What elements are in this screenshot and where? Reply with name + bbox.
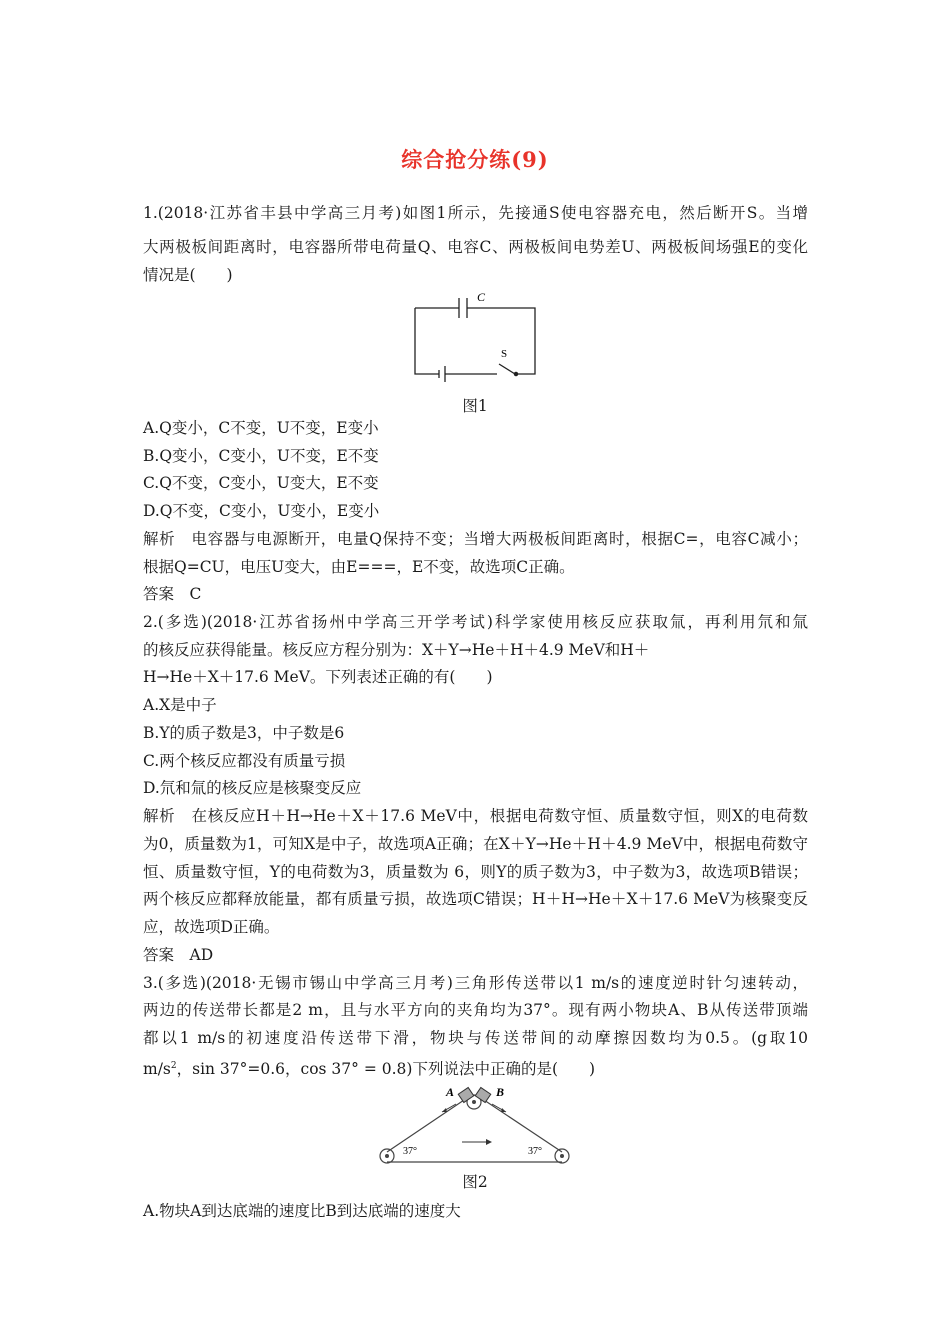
angle-left-label: 37° [403, 1146, 417, 1157]
q2-option-c: C.两个核反应都没有质量亏损 [143, 752, 346, 770]
q1-stem-line3: 情况是( ) [143, 266, 233, 284]
belt-left-side [387, 1096, 470, 1152]
q1-stem-line1: 1.(2018·江苏省丰县中学高三月考)如图1所示，先接通S使电容器充电，然后断开S。当增 [143, 204, 808, 222]
q2-stem-line1: 2.(多选)(2018·江苏省扬州中学高三开学考试)科学家使用核反应获取氚，再利用氘和氚 [143, 613, 808, 631]
q3-stem-line3: 都以1 m/s的初速度沿传送带下滑，物块与传送带间的动摩擦因数均为0.5。(g取10 [143, 1029, 808, 1047]
block-b [475, 1087, 491, 1102]
circuit-wire-top-right [467, 308, 535, 374]
q3-unit: m/s [143, 1060, 171, 1079]
q2-analysis-line3: 恒、质量数守恒，Y的电荷数为3，质量数为 6，则Y的质子数为3，中子数为3，故选项B错误； [143, 863, 808, 881]
switch-blade [499, 364, 515, 374]
belt-right-side [478, 1096, 562, 1152]
q1-stem-line2: 大两极板间距离时，电容器所带电荷量Q、电容C、两极板间电势差U、两极板间场强E的变化 [143, 238, 808, 256]
label-a: A [446, 1085, 455, 1099]
q2-analysis-line2: 为0，质量数为1，可知X是中子，故选项A正确；在X＋Y→He＋H＋4.9 MeV中，根据电荷数守 [143, 835, 808, 853]
q3-option-a: A.物块A到达底端的速度比B到达底端的速度大 [143, 1202, 461, 1220]
block-a [458, 1087, 474, 1102]
label-b: B [496, 1085, 505, 1099]
q1-analysis-line1: 解析 电容器与电源断开，电量Q保持不变；当增大两极板间距离时，根据C=，电容C减小； [143, 530, 808, 548]
q2-analysis-line1: 解析 在核反应H＋H→He＋X＋17.6 MeV中，根据电荷数守恒、质量数守恒，则X的电荷数 [143, 807, 808, 825]
pulley-top-axle [472, 1100, 476, 1104]
switch-label: S [501, 348, 508, 360]
q1-option-c: C.Q不变，C变小，U变大，E不变 [143, 474, 379, 492]
q1-answer: 答案 C [143, 585, 202, 603]
belt-motion-arrow-head [486, 1139, 492, 1145]
q3-stem-line2: 两边的传送带长都是2 m，且与水平方向的夹角均为37°。现有两小物块A、B从传送带顶端 [143, 1001, 808, 1019]
angle-right-label: 37° [528, 1146, 542, 1157]
circuit-wire-bottom-left [415, 308, 439, 374]
q2-analysis-line5: 应，故选项D正确。 [143, 918, 280, 936]
q1-option-a: A.Q变小，C不变，U不变，E变小 [143, 419, 379, 437]
figure-2-caption: 图2 [462, 1173, 488, 1191]
q2-option-b: B.Y的质子数是3，中子数是6 [143, 724, 345, 742]
q2-stem-line3: H→He＋X＋17.6 MeV。下列表述正确的有( ) [143, 668, 493, 686]
q2-answer: 答案 AD [143, 946, 214, 964]
arrow-b-head [501, 1108, 506, 1112]
q2-option-a: A.X是中子 [143, 696, 217, 714]
q1-analysis-line2: 根据Q=CU，电压U变大，由E===，E不变，故选项C正确。 [143, 558, 575, 576]
figure-2-conveyor [370, 1084, 580, 1170]
pulley-left-axle [385, 1154, 389, 1158]
q1-option-b: B.Q变小，C变小，U不变，E不变 [143, 447, 379, 465]
q1-option-d: D.Q不变，C变小，U变小，E变小 [143, 502, 380, 520]
figure-1-caption: 图1 [462, 397, 488, 415]
q3-stem-line1: 3.(多选)(2018·无锡市锡山中学高三月考)三角形传送带以1 m/s的速度逆时针匀速转动， [143, 974, 808, 992]
q3-stem-line4 [143, 1056, 595, 1079]
q2-stem-line2: 的核反应获得能量。核反应方程分别为：X＋Y→He＋H＋4.9 MeV和H＋ [143, 641, 650, 659]
pulley-right-axle [560, 1154, 564, 1158]
capacitor-label: C [477, 290, 486, 304]
arrow-a-head [442, 1108, 447, 1112]
figure-1-circuit [405, 288, 545, 384]
q3-unit-exponent: 2 [170, 1061, 177, 1071]
switch-contact [514, 372, 517, 375]
q2-option-d: D.氘和氚的核反应是核聚变反应 [143, 779, 362, 797]
q2-analysis-line4: 两个核反应都释放能量，都有质量亏损，故选项C错误；H＋H→He＋X＋17.6 MeV为核聚变反 [143, 890, 808, 908]
page-title: 综合抢分练(9) [401, 147, 549, 172]
q3-stem-line4-rest: ，sin 37°=0.6，cos 37° = 0.8)下列说法中正确的是( ) [176, 1060, 596, 1079]
